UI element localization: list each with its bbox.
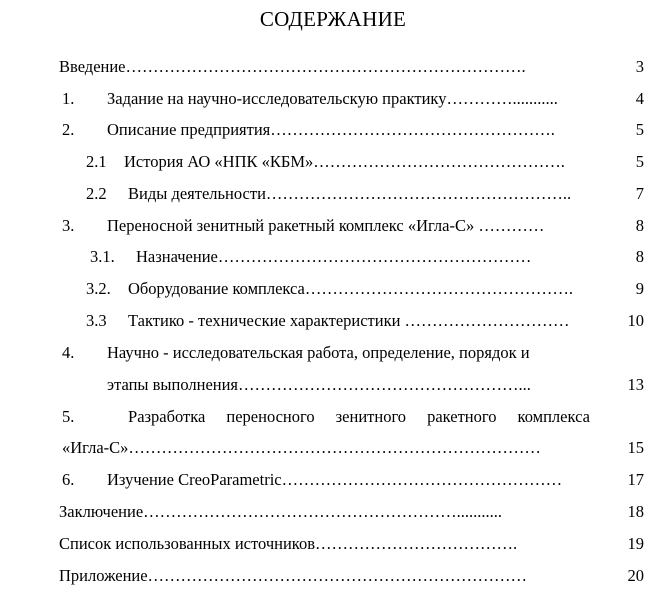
- toc-entry-3: [62, 216, 545, 236]
- toc-page-number: 17: [627, 470, 644, 489]
- toc-page-number: 4: [635, 89, 644, 108]
- toc-entry-word: переносного: [226, 407, 315, 426]
- toc-entry-4: [62, 343, 530, 363]
- toc-entry-text: Заключение…………………………………………………...........: [59, 502, 503, 521]
- toc-entry-text: Список использованных источников……………………………….: [59, 534, 518, 553]
- toc-page-number: 19: [627, 534, 644, 553]
- toc-entry-5: [62, 407, 590, 427]
- toc-entry-conclusion: [59, 502, 502, 522]
- toc-page-number: 18: [627, 502, 644, 521]
- toc-page-number: 8: [635, 247, 644, 266]
- toc-page-number: 13: [627, 375, 644, 394]
- toc-entry-text: Научно - исследовательская работа, определение, порядок и: [107, 343, 530, 362]
- toc-entry-number: 2.2: [86, 184, 107, 203]
- toc-entry-number: 1.: [62, 89, 75, 108]
- toc-entry-text: Назначение…………………………………………………: [136, 247, 532, 266]
- toc-entry-number: 3.3: [86, 311, 107, 330]
- toc-entry-4-continuation: [107, 375, 531, 395]
- toc-entry-number: 6.: [62, 470, 75, 489]
- toc-entry-intro: [59, 57, 526, 77]
- toc-entry-text: Тактико - технические характеристики …………………………: [128, 311, 570, 330]
- toc-page-number: 7: [635, 184, 644, 203]
- toc-entry-2-2: [86, 184, 572, 204]
- toc-entry-text: Приложение……………………………………………………………: [59, 566, 528, 585]
- toc-page-number: 9: [635, 279, 644, 298]
- toc-page-number: 20: [627, 566, 644, 585]
- toc-entry-5-continuation: [62, 438, 541, 458]
- toc-entry-word: Разработка: [128, 407, 206, 426]
- toc-entry-number: 3.1.: [90, 247, 115, 266]
- toc-entry-3-2: [86, 279, 573, 299]
- toc-entry-text: Оборудование комплекса………………………………………….: [128, 279, 573, 298]
- toc-entry-word: зенитного: [335, 407, 407, 426]
- toc-entry-text: Переносной зенитный ракетный комплекс «Игла-С» …………: [107, 216, 545, 235]
- toc-entry-number: 2.1: [86, 152, 107, 171]
- toc-entry-word: ракетного: [427, 407, 497, 426]
- toc-entry-2-1: [86, 152, 565, 172]
- toc-page-number: 5: [635, 120, 644, 139]
- toc-entry-3-3: [86, 311, 570, 331]
- toc-entry-number: 5.: [62, 407, 75, 426]
- toc-entry-text: Виды деятельности………………………………………………..: [128, 184, 572, 203]
- toc-entry-text: Изучение CreoParametric……………………………………………: [107, 470, 563, 489]
- toc-entry-text: Описание предприятия…………………………………………….: [107, 120, 555, 139]
- toc-entry-2: [62, 120, 555, 140]
- toc-entry-word: комплекса: [517, 407, 590, 426]
- toc-entry-number: 2.: [62, 120, 75, 139]
- toc-entry-1: [62, 89, 558, 109]
- toc-entry-references: [59, 534, 517, 554]
- toc-entry-text: Введение……………………………………………………………….: [59, 57, 526, 76]
- toc-page-number: 15: [627, 438, 644, 457]
- toc-entry-6: [62, 470, 563, 490]
- toc-entry-text: «Игла-С»…………………………………………………………………: [62, 438, 541, 457]
- toc-entry-3-1: [90, 247, 532, 267]
- toc-page-number: 5: [635, 152, 644, 171]
- toc-page-number: 8: [635, 216, 644, 235]
- toc-entry-appendix: [59, 566, 527, 586]
- toc-entry-text: История АО «НПК «КБМ»……………………………………….: [124, 152, 565, 171]
- toc-entry-text: Задание на научно-исследовательскую практику…………...........: [107, 89, 558, 108]
- toc-title: СОДЕРЖАНИЕ: [259, 7, 407, 31]
- toc-page-number: 10: [627, 311, 644, 330]
- toc-entry-number: 4.: [62, 343, 75, 362]
- toc-entry-number: 3.2.: [86, 279, 111, 298]
- toc-page-number: 3: [635, 57, 644, 76]
- toc-entry-number: 3.: [62, 216, 75, 235]
- toc-entry-text: этапы выполнения……………………………………………...: [107, 375, 531, 394]
